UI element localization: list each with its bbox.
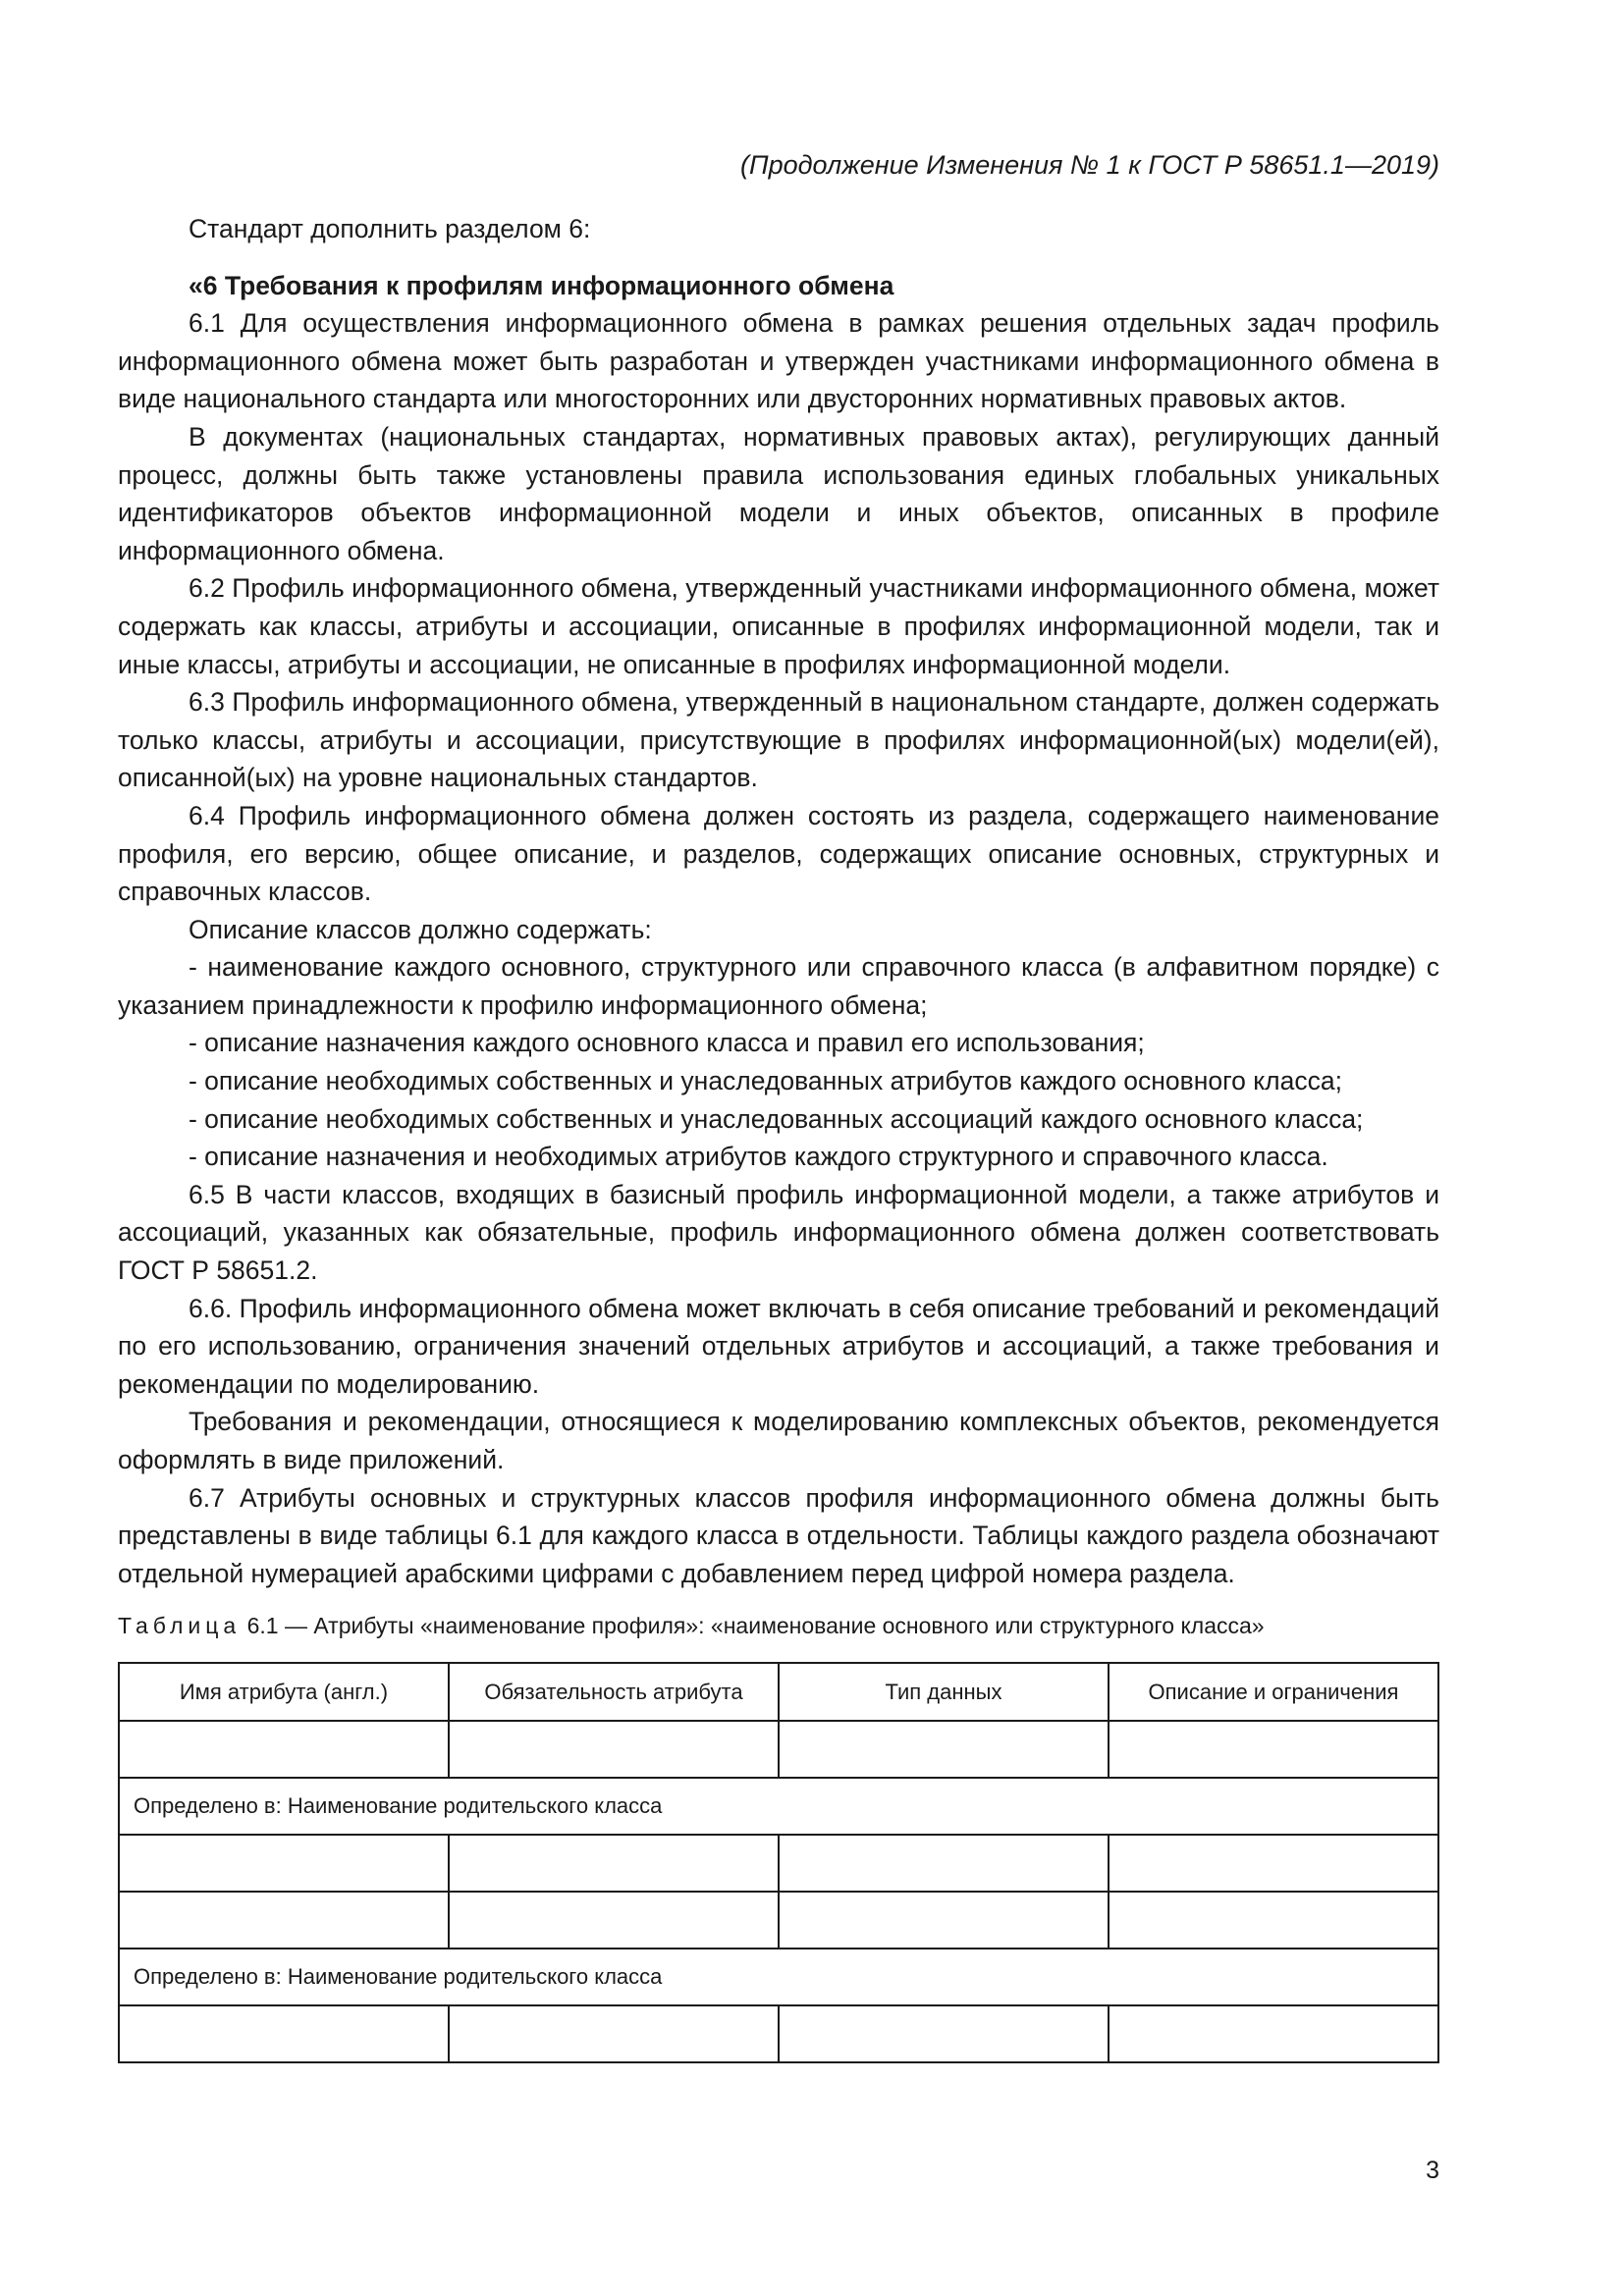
- table-cell: [119, 2005, 449, 2062]
- paragraph-6-6-cont: Требования и рекомендации, относящиеся к моделированию комплексных объектов, рекомендуется оформлять в виде приложений.: [118, 1407, 1439, 1474]
- list-item: - описание необходимых собственных и унаследованных ассоциаций каждого основного класса;: [189, 1103, 1364, 1134]
- table-caption-text: 6.1 — Атрибуты «наименование профиля»: «наименование основного или структурного класса»: [246, 1613, 1265, 1638]
- table-cell: [119, 1892, 449, 1949]
- paragraph-6-1: 6.1 Для осуществления информационного обмена в рамках решения отдельных задач профиль информационного обмена может быть разработан и утвержден участниками информационного обмена в виде национального стандарта или многосторонних или двусторонних нормативных правовых актов.: [118, 308, 1439, 414]
- paragraph-6-1-cont: В документах (национальных стандартах, нормативных правовых актах), регулирующих данный процесс, должны быть также установлены правила использования единых глобальных уникальных идентификаторов объектов информационной модели и иных объектов, описанных в профиле информационного обмена.: [118, 421, 1439, 565]
- list-item: - описание необходимых собственных и унаследованных атрибутов каждого основного класса;: [189, 1066, 1342, 1096]
- table-row: [119, 1949, 1438, 2005]
- table-cell: [119, 1835, 449, 1892]
- table-cell: [779, 1892, 1109, 1949]
- table-cell: [449, 2005, 779, 2062]
- defined-in-cell: Определено в: Наименование родительского класса: [119, 1778, 1438, 1835]
- table-cell: [1109, 1835, 1438, 1892]
- paragraph-6-4: 6.4 Профиль информационного обмена должен состоять из раздела, содержащего наименование профиля, его версию, общее описание, и разделов, содержащих описание основных, структурных и справочных классов.: [118, 800, 1439, 907]
- table-row: [119, 1721, 1438, 1778]
- table-cell: [449, 1721, 779, 1778]
- table-header-row: [119, 1663, 1438, 1721]
- table-cell: [779, 2005, 1109, 2062]
- list-item: - описание назначения каждого основного класса и правил его использования;: [189, 1028, 1145, 1058]
- defined-in-cell: Определено в: Наименование родительского класса: [119, 1949, 1438, 2005]
- intro-paragraph: Стандарт дополнить разделом 6:: [189, 214, 591, 243]
- column-header-attribute-name: Имя атрибута (англ.): [119, 1663, 449, 1721]
- page-number: 3: [1426, 2157, 1439, 2184]
- continuation-header: (Продолжение Изменения № 1 к ГОСТ Р 58651.1—2019): [740, 150, 1439, 180]
- document-body: [118, 210, 1439, 1592]
- table-row: [119, 2005, 1438, 2062]
- paragraph-6-5: 6.5 В части классов, входящих в базисный профиль информационной модели, а также атрибутов и ассоциаций, указанных как обязательные, профиль информационного обмена должен соответствовать ГОСТ Р 58651.2.: [118, 1179, 1439, 1286]
- table-cell: [1109, 1892, 1438, 1949]
- paragraph-6-3: 6.3 Профиль информационного обмена, утвержденный в национальном стандарте, должен содержать только классы, атрибуты и ассоциации, присутствующие в профилях информационной(ых) модели(ей), описанной(ых) на уровне национальных стандартов.: [118, 687, 1439, 793]
- table-cell: [1109, 2005, 1438, 2062]
- paragraph-6-7: 6.7 Атрибуты основных и структурных классов профиля информационного обмена должны быть представлены в виде таблицы 6.1 для каждого класса в отдельности. Таблицы каждого раздела обозначают отдельной нумерацией арабскими цифрами с добавлением перед цифрой номера раздела.: [118, 1482, 1439, 1588]
- column-header-obligation: Обязательность атрибута: [449, 1663, 779, 1721]
- column-header-data-type: Тип данных: [779, 1663, 1109, 1721]
- paragraph-6-6: 6.6. Профиль информационного обмена может включать в себя описание требований и рекомендаций по его использованию, ограничения значений отдельных атрибутов и ассоциаций, а также требования и рекомендации по моделированию.: [118, 1293, 1439, 1399]
- paragraph-6-2: 6.2 Профиль информационного обмена, утвержденный участниками информационного обмена, может содержать как классы, атрибуты и ассоциации, описанные в профилях информационной модели, так и иные классы, атрибуты и ассоциации, не описанные в профилях информационной модели.: [118, 573, 1439, 679]
- table-row: [119, 1778, 1438, 1835]
- table-cell: [1109, 1721, 1438, 1778]
- column-header-description: Описание и ограничения: [1109, 1663, 1438, 1721]
- table-cell: [449, 1835, 779, 1892]
- table-cell: [779, 1721, 1109, 1778]
- section-title: «6 Требования к профилям информационного обмена: [189, 270, 894, 300]
- table-cell: [119, 1721, 449, 1778]
- table-cell: [779, 1835, 1109, 1892]
- list-item: - описание назначения и необходимых атрибутов каждого структурного и справочного класса.: [189, 1142, 1328, 1172]
- attributes-table: [118, 1662, 1439, 2063]
- table-caption-label: Таблица: [118, 1613, 242, 1638]
- table-row: [119, 1892, 1438, 1949]
- table-row: [119, 1835, 1438, 1892]
- list-item: - наименование каждого основного, структурного или справочного класса (в алфавитном порядке) с указанием принадлежности к профилю информационного обмена;: [118, 952, 1439, 1020]
- table-cell: [449, 1892, 779, 1949]
- class-description-intro: Описание классов должно содержать:: [189, 914, 652, 944]
- table-caption: [118, 1610, 1439, 1641]
